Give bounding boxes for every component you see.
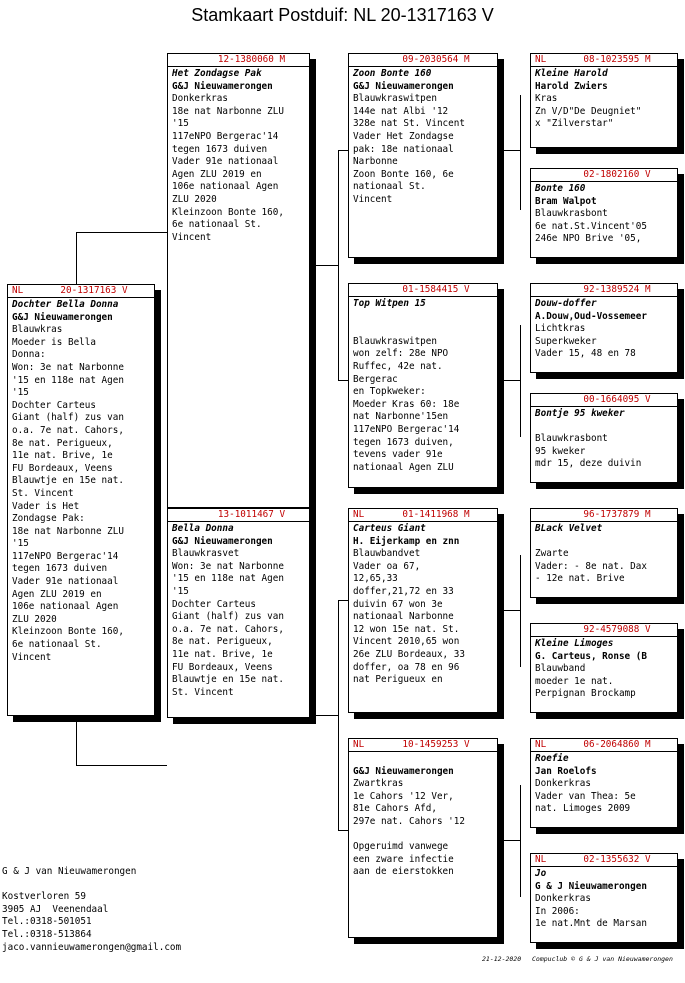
pigeon-info-line: - 12e nat. Brive bbox=[535, 573, 625, 585]
connector-father-stem bbox=[310, 265, 338, 266]
pigeon-info-line: nat Perigueux en bbox=[353, 674, 443, 686]
pigeon-info-line: '15 en 118e nat Agen bbox=[172, 573, 284, 585]
ring-number: 12-1380060 M bbox=[217, 54, 286, 65]
connector-father-ff bbox=[338, 150, 348, 151]
pigeon-info-line: Vader: - 8e nat. Dax bbox=[535, 560, 647, 572]
pigeon-info-line: Lichtkras bbox=[535, 323, 586, 335]
pigeon-card-mf bbox=[348, 508, 498, 713]
pigeon-owner: Bram Walpot bbox=[535, 195, 597, 207]
ring-number: 20-1317163 V bbox=[60, 285, 128, 296]
pigeon-info-line: FU Bordeaux, Veens bbox=[12, 462, 113, 474]
country-code bbox=[353, 284, 379, 296]
pigeon-info-line: Narbonne bbox=[353, 156, 398, 168]
pigeon-card-mother bbox=[167, 508, 310, 718]
pigeon-info-line: 8e nat. Perigueux, bbox=[12, 437, 113, 449]
pigeon-info-line: Vader 91e nationaal bbox=[12, 576, 119, 588]
connector-subject-vertical-2 bbox=[76, 720, 77, 765]
pigeon-info-line: Vincent bbox=[353, 193, 393, 205]
pigeon-info-line: St. Vincent bbox=[12, 487, 74, 499]
pigeon-info-line: 6e nationaal St. bbox=[12, 639, 102, 651]
pigeon-info-line: 1e Cahors '12 Ver, bbox=[353, 790, 454, 802]
pigeon-name: Top Witpen 15 bbox=[353, 298, 426, 309]
country-code bbox=[172, 509, 198, 521]
ring-number: 96-1737879 M bbox=[583, 509, 651, 520]
ring-number: 13-1011467 V bbox=[217, 509, 286, 520]
pigeon-info-line: 12 won 15e nat. St. bbox=[353, 623, 460, 635]
pigeon-info-line: nationaal Narbonne bbox=[353, 611, 454, 623]
breeder-info bbox=[2, 866, 181, 954]
pigeon-owner: H. Eijerkamp en znn bbox=[353, 535, 460, 547]
connector-father-fm bbox=[338, 380, 348, 381]
pigeon-info-line: Moeder is Bella bbox=[12, 336, 96, 348]
pigeon-info-line: tegen 1673 duiven bbox=[172, 143, 268, 155]
pigeon-card-ff bbox=[348, 53, 498, 258]
pigeon-info-line: 95 kweker bbox=[535, 445, 586, 457]
connector-fm-vertical bbox=[520, 325, 521, 437]
pigeon-info-line: Vader is Het bbox=[12, 500, 80, 512]
pigeon-card-subject bbox=[7, 284, 155, 716]
pigeon-card-mmm bbox=[530, 853, 678, 943]
pigeon-info-line: pak: 18e nationaal bbox=[353, 143, 454, 155]
pigeon-card-mmf bbox=[530, 738, 678, 828]
pigeon-info-line: een zware infectie bbox=[353, 853, 454, 865]
pigeon-info-line: FU Bordeaux, Veens bbox=[172, 661, 273, 673]
pigeon-info-line: Zoon Bonte 160, 6e bbox=[353, 168, 454, 180]
ring-number: 01-1584415 V bbox=[402, 284, 470, 295]
pigeon-info-line: tevens vader 91e bbox=[353, 449, 443, 461]
connector-mm-stem bbox=[500, 840, 520, 841]
pigeon-info-line: 6e nat.St.Vincent'05 bbox=[535, 220, 647, 232]
connector-mf-vertical bbox=[520, 555, 521, 667]
country-code: NL bbox=[12, 285, 24, 296]
ring-number: 92-4579088 V bbox=[583, 624, 651, 635]
country-code: NL bbox=[353, 739, 365, 750]
connector-mf-stem bbox=[500, 610, 520, 611]
connector-ff-stem bbox=[500, 150, 520, 151]
pigeon-owner: G&J Nieuwamerongen bbox=[172, 535, 273, 547]
pigeon-info-line: Zn V/D"De Deugniet" bbox=[535, 105, 642, 117]
connector-father-vertical bbox=[338, 150, 339, 380]
pigeon-owner: G&J Nieuwamerongen bbox=[172, 80, 273, 92]
spacer bbox=[2, 879, 181, 892]
pigeon-name: Jo bbox=[535, 868, 547, 879]
pigeon-info-line: Superkweker bbox=[535, 335, 597, 347]
pigeon-info-line: 18e nat Narbonne ZLU bbox=[172, 105, 284, 117]
pigeon-info-line: 12,65,33 bbox=[353, 573, 398, 585]
ring-number: 01-1411968 M bbox=[402, 509, 470, 520]
pigeon-info-line: Zwartkras bbox=[353, 778, 404, 790]
pigeon-info-line: '15 en 118e nat Agen bbox=[12, 374, 124, 386]
pigeon-info-line: Vincent 2010,65 won bbox=[353, 636, 460, 648]
pigeon-info-line bbox=[535, 421, 673, 434]
pigeon-card-fm bbox=[348, 283, 498, 488]
ring-number: 08-1023595 M bbox=[583, 54, 651, 65]
pigeon-info-line: Donkerkras bbox=[535, 778, 591, 790]
breeder-name: G & J van Nieuwamerongen bbox=[2, 866, 137, 877]
pigeon-card-fff bbox=[530, 53, 678, 148]
pigeon-card-mff bbox=[530, 508, 678, 598]
ring-number: 10-1459253 V bbox=[402, 739, 470, 750]
pigeon-info-line: Donkerkras bbox=[535, 893, 591, 905]
pigeon-info-line: Won: 3e nat Narbonne bbox=[12, 361, 124, 373]
pigeon-info-line bbox=[353, 829, 493, 842]
pigeon-info-line: Vader 15, 48 en 78 bbox=[535, 348, 636, 360]
pigeon-card-mm bbox=[348, 738, 498, 938]
pigeon-card-ffm bbox=[530, 168, 678, 258]
pigeon-info-line: 297e nat. Cahors '12 bbox=[353, 815, 465, 827]
pigeon-info-line: ZLU 2020 bbox=[172, 193, 217, 205]
pigeon-info-line: 144e nat Albi '12 bbox=[353, 105, 449, 117]
breeder-city: 3905 AJ Veenendaal bbox=[2, 903, 109, 915]
pigeon-info-line: 106e nationaal Agen bbox=[172, 181, 279, 193]
breeder-address: Kostverloren 59 bbox=[2, 891, 86, 903]
ring-number: 02-1802160 V bbox=[583, 169, 651, 180]
pigeon-info-line: moeder 1e nat. bbox=[535, 675, 614, 687]
pigeon-info-line: '15 bbox=[12, 387, 29, 399]
pigeon-card-father bbox=[167, 53, 310, 508]
pigeon-info-line: St. Vincent bbox=[172, 686, 234, 698]
pigeon-info-line: Dochter Carteus bbox=[12, 399, 96, 411]
country-code bbox=[535, 394, 561, 406]
pigeon-info-line: duivin 67 won 3e bbox=[353, 598, 443, 610]
pigeon-info-line: Zondagse Pak: bbox=[12, 513, 85, 525]
pigeon-info-line: '15 bbox=[172, 585, 189, 597]
country-code bbox=[353, 54, 379, 66]
connector-mother-vertical bbox=[338, 600, 339, 830]
pigeon-name: Bonte 160 bbox=[535, 183, 586, 194]
pigeon-owner: G&J Nieuwamerongen bbox=[12, 311, 113, 323]
pigeon-info-line: Vader Het Zondagse bbox=[353, 130, 454, 142]
pigeon-info-line: Blauwkrasbont bbox=[535, 208, 608, 220]
pigeon-name: Bontje 95 kweker bbox=[535, 408, 625, 419]
country-code: NL bbox=[535, 854, 547, 865]
pigeon-info-line bbox=[535, 536, 673, 549]
pigeon-info-line: 246e NPO Brive '05, bbox=[535, 233, 642, 245]
country-code bbox=[535, 169, 561, 181]
connector-mm-vertical bbox=[520, 785, 521, 897]
pigeon-info-line: Blauwbandvet bbox=[353, 548, 421, 560]
pigeon-info-line: Dochter Carteus bbox=[172, 598, 256, 610]
pigeon-info-line: Donkerkras bbox=[172, 93, 228, 105]
country-code bbox=[172, 54, 198, 66]
pigeon-info-line: aan de eierstokken bbox=[353, 866, 454, 878]
pigeon-owner: Jan Roelofs bbox=[535, 765, 597, 777]
pigeon-info-line: 1e nat.Mnt de Marsan bbox=[535, 918, 647, 930]
pigeon-info-line: 117eNPO Bergerac'14 bbox=[353, 423, 460, 435]
pigeon-info-line: Vincent bbox=[172, 231, 212, 243]
pigeon-info-line: Blauwband bbox=[535, 663, 586, 675]
pigeon-info-line: Blauwkraswitpen bbox=[353, 93, 437, 105]
breeder-email: jaco.vannieuwamerongen@gmail.com bbox=[2, 941, 182, 953]
ring-number: 09-2030564 M bbox=[402, 54, 470, 65]
ring-number: 06-2064860 M bbox=[583, 739, 651, 750]
pigeon-card-mfm bbox=[530, 623, 678, 713]
pigeon-info-line: Blauwkrasbont bbox=[535, 433, 608, 445]
pigeon-info-line: Giant (half) zus van bbox=[12, 412, 124, 424]
pigeon-info-line: Blauwkraswitpen bbox=[353, 335, 437, 347]
country-code: NL bbox=[535, 54, 547, 65]
pigeon-info-line: Blauwtje en 15e nat. bbox=[12, 475, 124, 487]
pigeon-info-line: 11e nat. Brive, 1e bbox=[12, 450, 113, 462]
pigeon-owner: Harold Zwiers bbox=[535, 80, 608, 92]
connector-subject-father bbox=[76, 232, 167, 233]
pigeon-name: Roefie bbox=[535, 753, 569, 764]
pigeon-info-line: Bergerac bbox=[353, 373, 398, 385]
pigeon-info-line: tegen 1673 duiven, bbox=[353, 436, 454, 448]
country-code: NL bbox=[535, 739, 547, 750]
pigeon-info-line: o.a. 7e nat. Cahors, bbox=[172, 623, 284, 635]
pigeon-name: Bella Donna bbox=[172, 523, 234, 534]
pigeon-info-line: 18e nat Narbonne ZLU bbox=[12, 525, 124, 537]
pigeon-name: Carteus Giant bbox=[353, 523, 426, 534]
pigeon-info-line: 11e nat. Brive, 1e bbox=[172, 648, 273, 660]
pigeon-info-line: Blauwkras bbox=[12, 324, 63, 336]
pigeon-info-line: Vincent bbox=[12, 651, 52, 663]
connector-mother-mf bbox=[338, 600, 348, 601]
pigeon-info-line: Giant (half) zus van bbox=[172, 611, 284, 623]
pigeon-info-line: Kleinzoon Bonte 160, bbox=[12, 626, 124, 638]
pigeon-owner bbox=[353, 311, 493, 324]
country-code bbox=[535, 624, 561, 636]
pigeon-info-line: mdr 15, deze duivin bbox=[535, 458, 642, 470]
connector-mother-stem bbox=[310, 715, 338, 716]
breeder-phone-2: Tel.:0318-513864 bbox=[2, 928, 92, 940]
pigeon-info-line: nationaal Agen ZLU bbox=[353, 461, 454, 473]
pigeon-info-line: 6e nationaal St. bbox=[172, 219, 262, 231]
pigeon-info-line: Ruffec, 42e nat. bbox=[353, 360, 443, 372]
pigeon-info-line: Blauwkrasvet bbox=[172, 548, 240, 560]
pigeon-info-line: 117eNPO Bergerac'14 bbox=[172, 130, 279, 142]
pigeon-info-line: Won: 3e nat Narbonne bbox=[172, 560, 284, 572]
pigeon-info-line: doffer, oa 78 en 96 bbox=[353, 661, 460, 673]
pigeon-info-line: Agen ZLU 2019 en bbox=[12, 588, 102, 600]
pigeon-info-line: Kras bbox=[535, 93, 558, 105]
ring-number: 00-1664095 V bbox=[583, 394, 651, 405]
pigeon-owner: A.Douw,Oud-Vossemeer bbox=[535, 310, 647, 322]
pigeon-info-line: doffer,21,72 en 33 bbox=[353, 585, 454, 597]
pigeon-info-line: won zelf: 28e NPO bbox=[353, 348, 449, 360]
pigeon-info-line: 117eNPO Bergerac'14 bbox=[12, 550, 119, 562]
pigeon-name: Douw-doffer bbox=[535, 298, 597, 309]
pigeon-info-line bbox=[353, 323, 493, 336]
footer-date: 21-12-2020 bbox=[482, 955, 522, 963]
pigeon-name bbox=[353, 753, 493, 766]
pigeon-info-line: Perpignan Brockamp bbox=[535, 688, 636, 700]
pigeon-info-line: 8e nat. Perigueux, bbox=[172, 636, 273, 648]
connector-subject-vertical bbox=[76, 232, 77, 284]
footer-program: Compuclub © G & J van Nieuwamerongen bbox=[532, 955, 673, 963]
pigeon-info-line: o.a. 7e nat. Cahors, bbox=[12, 424, 124, 436]
pigeon-info-line: Agen ZLU 2019 en bbox=[172, 168, 262, 180]
pigeon-name: Dochter Bella Donna bbox=[12, 299, 119, 310]
pigeon-info-line: Opgeruimd vanwege bbox=[353, 841, 449, 853]
pigeon-info-line: x "Zilverstar" bbox=[535, 118, 614, 130]
breeder-phone-1: Tel.:0318-501051 bbox=[2, 916, 92, 928]
pigeon-info-line: Vader oa 67, bbox=[353, 560, 421, 572]
pigeon-info-line: Vader van Thea: 5e bbox=[535, 790, 636, 802]
pigeon-owner: G & J Nieuwamerongen bbox=[535, 880, 647, 892]
pigeon-name: Het Zondagse Pak bbox=[172, 68, 262, 79]
connector-fm-stem bbox=[500, 380, 520, 381]
pigeon-info-line: ZLU 2020 bbox=[12, 613, 57, 625]
pigeon-info-line: Zwarte bbox=[535, 548, 569, 560]
pigeon-info-line: 106e nationaal Agen bbox=[12, 601, 119, 613]
pigeon-info-line: '15 bbox=[172, 118, 189, 130]
pigeon-name: Zoon Bonte 160 bbox=[353, 68, 432, 79]
pigeon-owner: G&J Nieuwamerongen bbox=[353, 80, 454, 92]
pigeon-name: Kleine Harold bbox=[535, 68, 608, 79]
pigeon-card-fmf bbox=[530, 283, 678, 373]
pigeon-info-line: 328e nat St. Vincent bbox=[353, 118, 465, 130]
pigeon-info-line: tegen 1673 duiven bbox=[12, 563, 108, 575]
pigeon-info-line: Blauwtje en 15e nat. bbox=[172, 674, 284, 686]
pigeon-card-fmm bbox=[530, 393, 678, 483]
pigeon-info-line: Moeder Kras 60: 18e bbox=[353, 398, 460, 410]
pigeon-info-line: Vader 91e nationaal bbox=[172, 156, 279, 168]
country-code bbox=[535, 509, 561, 521]
connector-mother-mm bbox=[338, 830, 348, 831]
pigeon-info-line: Donna: bbox=[12, 349, 46, 361]
ring-number: 02-1355632 V bbox=[583, 854, 651, 865]
pigeon-info-line: nat Narbonne'15en bbox=[353, 411, 449, 423]
pigeon-info-line: In 2006: bbox=[535, 905, 580, 917]
connector-ff-vertical bbox=[520, 95, 521, 210]
pigeon-info-line: '15 bbox=[12, 538, 29, 550]
pigeon-info-line: nationaal St. bbox=[353, 181, 426, 193]
connector-subject-mother bbox=[76, 765, 167, 766]
page-title: Stamkaart Postduif: NL 20-1317163 V bbox=[191, 5, 494, 25]
pigeon-info-line: 26e ZLU Bordeaux, 33 bbox=[353, 648, 465, 660]
pigeon-info-line: 81e Cahors Afd, bbox=[353, 803, 437, 815]
pigeon-owner: G. Carteus, Ronse (B bbox=[535, 650, 647, 662]
pigeon-name: Kleine Limoges bbox=[535, 638, 614, 649]
pigeon-name: BLack Velvet bbox=[535, 523, 603, 534]
pigeon-info-line: en Topkweker: bbox=[353, 386, 426, 398]
pigeon-info-line: Kleinzoon Bonte 160, bbox=[172, 206, 284, 218]
pigeon-owner: G&J Nieuwamerongen bbox=[353, 765, 454, 777]
ring-number: 92-1389524 M bbox=[583, 284, 651, 295]
country-code bbox=[535, 284, 561, 296]
pigeon-info-line: nat. Limoges 2009 bbox=[535, 803, 631, 815]
country-code: NL bbox=[353, 509, 365, 520]
